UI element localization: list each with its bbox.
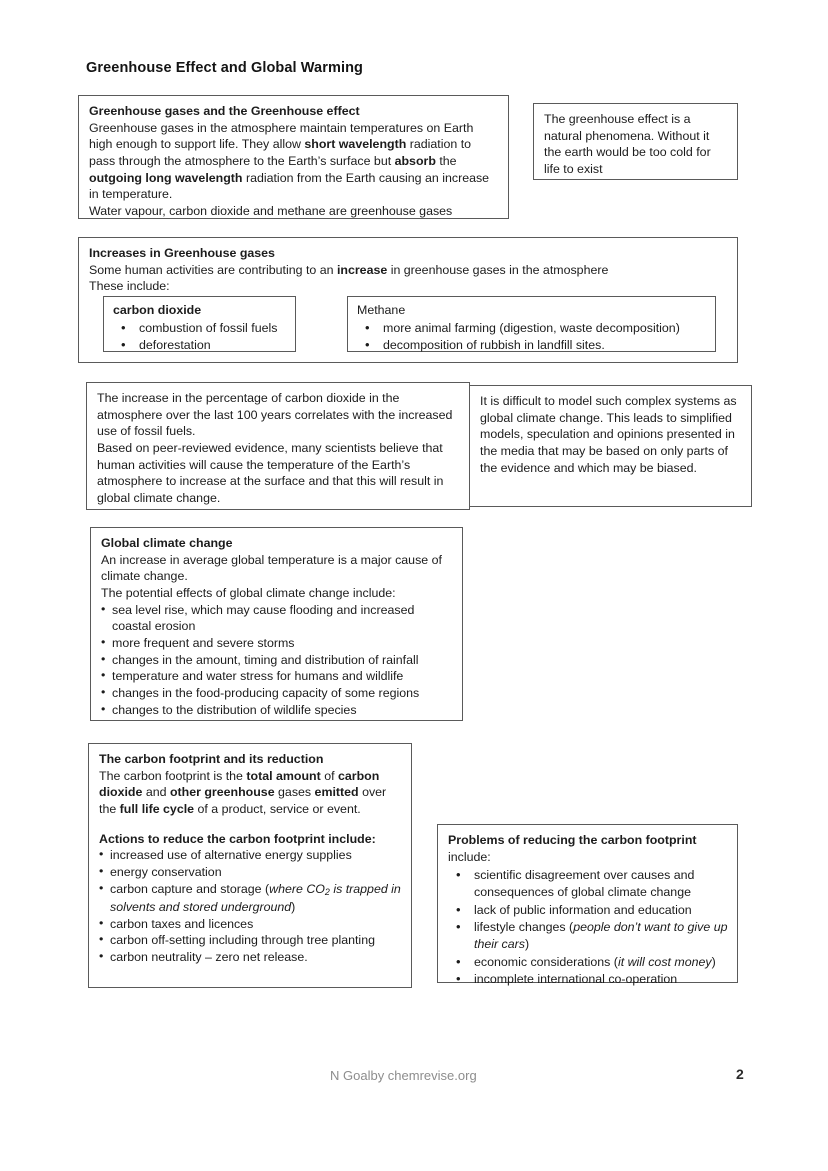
list-item: • economic considerations (it will cost money) (448, 954, 728, 971)
list-item: • more frequent and severe storms (101, 635, 453, 652)
list-item: • lack of public information and education (448, 902, 728, 919)
box-greenhouse-gases (78, 95, 509, 219)
box-carbon-dioxide-heading: carbon dioxide (113, 303, 202, 317)
carbon-footprint-actions-list (99, 847, 402, 965)
list-item: • energy conservation (99, 864, 402, 881)
list-item: • changes in the amount, timing and distribution of rainfall (101, 652, 453, 669)
box-difficult-to-model (469, 385, 752, 507)
list-item: • carbon off-setting including through tree planting (99, 932, 402, 949)
list-item: • sea level rise, which may cause flooding and increased coastal erosion (101, 602, 453, 635)
list-item: • carbon capture and storage (where $CO_2$ is trapped in solvents and stored underground) (99, 881, 402, 916)
list-item: • incomplete international co-operation (448, 971, 728, 988)
list-item: • scientific disagreement over causes and consequences of global climate change (448, 867, 728, 900)
list-item: • changes in the food-producing capacity of some regions (101, 685, 453, 702)
list-item: • deforestation (113, 337, 289, 354)
page-title: Greenhouse Effect and Global Warming (86, 60, 363, 76)
box-global-climate-intro: An increase in average global temperature is a major cause of climate change. The potential effects of global climate change include: (101, 552, 442, 601)
problems-list (448, 867, 728, 988)
box-carbon-footprint-definition: The carbon footprint is the total amount of carbon dioxide and other greenhouse gases emitted over the full life cycle of a product, service or event. (99, 768, 387, 817)
list-item: • carbon neutrality – zero net release. (99, 949, 402, 966)
box-carbon-footprint (88, 743, 412, 988)
list-item: • more animal farming (digestion, waste decomposition) (357, 320, 709, 337)
box-greenhouse-gases-body: Greenhouse gases in the atmosphere maintain temperatures on Earth high enough to support life. They allow short wavelength radiation to pass through the atmosphere to the Earth’s surface but absorb the outgoing long wavelength radiation from the Earth causing an increase in temperature. Water vapour, carbon dioxide and methane are greenhouse gases (89, 120, 490, 219)
box-global-climate-heading: Global climate change (101, 536, 233, 550)
box-problems-subheading: include: (448, 849, 491, 864)
carbon-dioxide-list (113, 320, 289, 354)
footer-credit: N Goalby chemrevise.org (330, 1068, 477, 1083)
box-natural-phenomena (533, 103, 738, 180)
footer-page-number: 2 (736, 1066, 744, 1082)
list-item: • decomposition of rubbish in landfill sites. (357, 337, 709, 354)
box-difficult-to-model-body: It is difficult to model such complex systems as global climate change. This leads to simplified models, speculation and opinions presented in the media that may be based on only parts of the evidence and which may be biased. (480, 394, 737, 475)
box-carbon-footprint-actions-heading: Actions to reduce the carbon footprint include: (99, 831, 376, 846)
box-carbon-footprint-heading: The carbon footprint and its reduction (99, 752, 324, 766)
box-co2-increase-body: The increase in the percentage of carbon dioxide in the atmosphere over the last 100 years correlates with the increased use of fossil fuels. Based on peer-reviewed evidence, many scientists believe that human activities will cause the temperature of the Earth’s atmosphere to increase at the surface and that this will result in global climate change. (97, 391, 453, 506)
box-increases-line-1: Some human activities are contributing to an increase in greenhouse gases in the atmosphere (89, 262, 609, 277)
list-item: • changes to the distribution of wildlife species (101, 702, 453, 719)
box-increases-line-2: These include: (89, 279, 170, 294)
box-carbon-dioxide (103, 296, 296, 352)
box-methane (347, 296, 716, 352)
list-item: • temperature and water stress for humans and wildlife (101, 668, 453, 685)
box-methane-heading: Methane (357, 303, 406, 317)
list-item: • carbon taxes and licences (99, 916, 402, 933)
box-increases-in-greenhouse-gases (78, 237, 738, 363)
list-item: • increased use of alternative energy supplies (99, 847, 402, 864)
box-co2-increase-evidence (86, 382, 470, 510)
box-increases-heading: Increases in Greenhouse gases (89, 246, 275, 260)
global-climate-effects-list (101, 602, 453, 719)
spacer (99, 818, 402, 831)
box-problems-heading: Problems of reducing the carbon footprint (448, 833, 697, 847)
methane-list (357, 320, 709, 354)
list-item: • combustion of fossil fuels (113, 320, 289, 337)
list-item: • lifestyle changes (people don’t want to give up their cars) (448, 919, 728, 952)
box-natural-phenomena-body: The greenhouse effect is a natural phenomena. Without it the earth would be too cold for life to exist (544, 112, 711, 177)
box-global-climate-change (90, 527, 463, 721)
box-greenhouse-gases-heading: Greenhouse gases and the Greenhouse effect (89, 104, 360, 118)
box-problems-reducing-carbon-footprint (437, 824, 738, 987)
